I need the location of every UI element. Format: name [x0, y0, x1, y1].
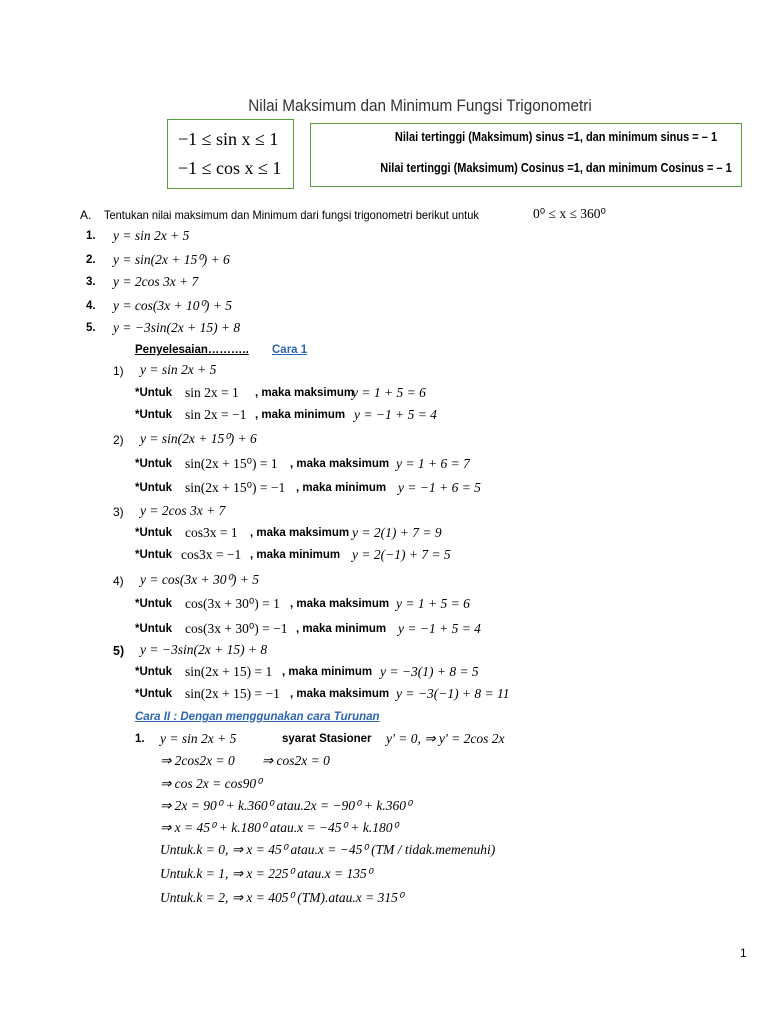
- maka-label: , maka maksimum: [290, 688, 390, 700]
- result: y = −3(−1) + 8 = 11: [396, 686, 510, 701]
- maka-label: , maka maksimum: [290, 598, 390, 610]
- derivation-line: Untuk.k = 0, ⇒ x = 45⁰ atau.x = −45⁰ (TM / tidak.memenuhi): [160, 842, 496, 857]
- condition: sin 2x = −1: [185, 407, 247, 422]
- problem-expr: y = 2cos 3x + 7: [113, 274, 199, 289]
- solution-num: 4): [113, 574, 124, 588]
- problem-num: 2.: [86, 254, 96, 266]
- problem-num: 1.: [86, 230, 96, 242]
- solution-header: Penyelesaian………..: [135, 344, 249, 356]
- result: y = −1 + 5 = 4: [354, 407, 437, 422]
- solution-num: 5): [113, 644, 125, 658]
- inequality-box: [167, 119, 294, 189]
- result: y = −1 + 6 = 5: [398, 480, 481, 495]
- derivation-line: ⇒ x = 45⁰ + k.180⁰ atau.x = −45⁰ + k.180⁰: [160, 820, 398, 835]
- problem-num: 4.: [86, 300, 96, 312]
- cara-1-label: Cara 1: [272, 344, 308, 356]
- maka-label: , maka maksimum: [250, 527, 350, 539]
- problem-expr: y = cos(3x + 10⁰) + 5: [113, 298, 232, 313]
- untuk-label: *Untuk: [135, 623, 173, 635]
- maka-label: , maka minimum: [250, 549, 341, 561]
- sinus-summary: Nilai tertinggi (Maksimum) sinus =1, dan minimum sinus = – 1: [394, 130, 718, 144]
- problem-expr: y = sin(2x + 15⁰) + 6: [113, 252, 230, 267]
- solution-expr: y = cos(3x + 30⁰) + 5: [140, 572, 259, 587]
- condition: sin 2x = 1: [185, 385, 239, 400]
- result: y = 1 + 5 = 6: [352, 385, 426, 400]
- maka-label: , maka minimum: [296, 623, 387, 635]
- page-title: Nilai Maksimum dan Minimum Fungsi Trigonometri: [248, 96, 592, 115]
- untuk-label: *Untuk: [135, 688, 173, 700]
- untuk-label: *Untuk: [135, 598, 173, 610]
- summary-box: [310, 123, 742, 187]
- untuk-label: *Untuk: [135, 409, 173, 421]
- solution-num: 2): [113, 433, 124, 447]
- syarat-label: syarat Stasioner: [282, 733, 372, 745]
- untuk-label: *Untuk: [135, 458, 173, 470]
- cara-2-item-num: 1.: [135, 733, 145, 745]
- untuk-label: *Untuk: [135, 549, 173, 561]
- condition: sin(2x + 15) = 1: [185, 664, 273, 679]
- problem-num: 5.: [86, 322, 96, 334]
- syarat-expr: y' = 0, ⇒ y' = 2cos 2x: [386, 731, 505, 746]
- condition: sin(2x + 15⁰) = 1: [185, 456, 278, 471]
- page-number: 1: [740, 946, 747, 960]
- derivation-line: ⇒ 2x = 90⁰ + k.360⁰ atau.2x = −90⁰ + k.360⁰: [160, 798, 412, 813]
- cara-2-label: Cara II : Dengan menggunakan cara Turunan: [135, 711, 380, 723]
- condition: cos3x = −1: [181, 547, 242, 562]
- result: y = 1 + 6 = 7: [396, 456, 470, 471]
- derivation-line: ⇒ cos 2x = cos90⁰: [160, 776, 262, 791]
- result: y = 2(1) + 7 = 9: [352, 525, 442, 540]
- problem-expr: y = −3sin(2x + 15) + 8: [113, 320, 241, 335]
- solution-expr: y = sin 2x + 5: [140, 362, 217, 377]
- result: y = 1 + 5 = 6: [396, 596, 470, 611]
- result: y = −3(1) + 8 = 5: [380, 664, 479, 679]
- result: y = −1 + 5 = 4: [398, 621, 481, 636]
- condition: cos3x = 1: [185, 525, 238, 540]
- solution-expr: y = −3sin(2x + 15) + 8: [140, 642, 268, 657]
- maka-label: , maka minimum: [282, 666, 373, 678]
- maka-label: , maka minimum: [255, 409, 346, 421]
- section-a-range: 0⁰ ≤ x ≤ 360⁰: [533, 206, 606, 221]
- condition: sin(2x + 15⁰) = −1: [185, 480, 286, 495]
- section-a-text: Tentukan nilai maksimum dan Minimum dari fungsi trigonometri berikut untuk: [104, 208, 479, 222]
- derivation-line: ⇒ 2cos2x = 0 ⇒ cos2x = 0: [160, 753, 330, 768]
- solution-expr: y = sin(2x + 15⁰) + 6: [140, 431, 257, 446]
- condition: sin(2x + 15) = −1: [185, 686, 280, 701]
- cara-2-item-expr: y = sin 2x + 5: [160, 731, 237, 746]
- sin-inequality: −1 ≤ sin x ≤ 1: [178, 129, 279, 149]
- result: y = 2(−1) + 7 = 5: [352, 547, 451, 562]
- untuk-label: *Untuk: [135, 527, 173, 539]
- problem-num: 3.: [86, 276, 96, 288]
- derivation-line: Untuk.k = 2, ⇒ x = 405⁰ (TM).atau.x = 315⁰: [160, 890, 404, 905]
- untuk-label: *Untuk: [135, 387, 173, 399]
- untuk-label: *Untuk: [135, 666, 173, 678]
- solution-expr: y = 2cos 3x + 7: [140, 503, 226, 518]
- cosinus-summary: Nilai tertinggi (Maksimum) Cosinus =1, dan minimum Cosinus = – 1: [380, 161, 732, 175]
- maka-label: , maka maksimum: [255, 387, 355, 399]
- condition: cos(3x + 30⁰) = 1: [185, 596, 280, 611]
- condition: cos(3x + 30⁰) = −1: [185, 621, 288, 636]
- problem-expr: y = sin 2x + 5: [113, 228, 190, 243]
- solution-num: 1): [113, 364, 124, 378]
- maka-label: , maka maksimum: [290, 458, 390, 470]
- untuk-label: *Untuk: [135, 482, 173, 494]
- solution-num: 3): [113, 505, 124, 519]
- maka-label: , maka minimum: [296, 482, 387, 494]
- cos-inequality: −1 ≤ cos x ≤ 1: [178, 158, 282, 178]
- section-a-label: A.: [80, 208, 92, 222]
- derivation-line: Untuk.k = 1, ⇒ x = 225⁰ atau.x = 135⁰: [160, 866, 373, 881]
